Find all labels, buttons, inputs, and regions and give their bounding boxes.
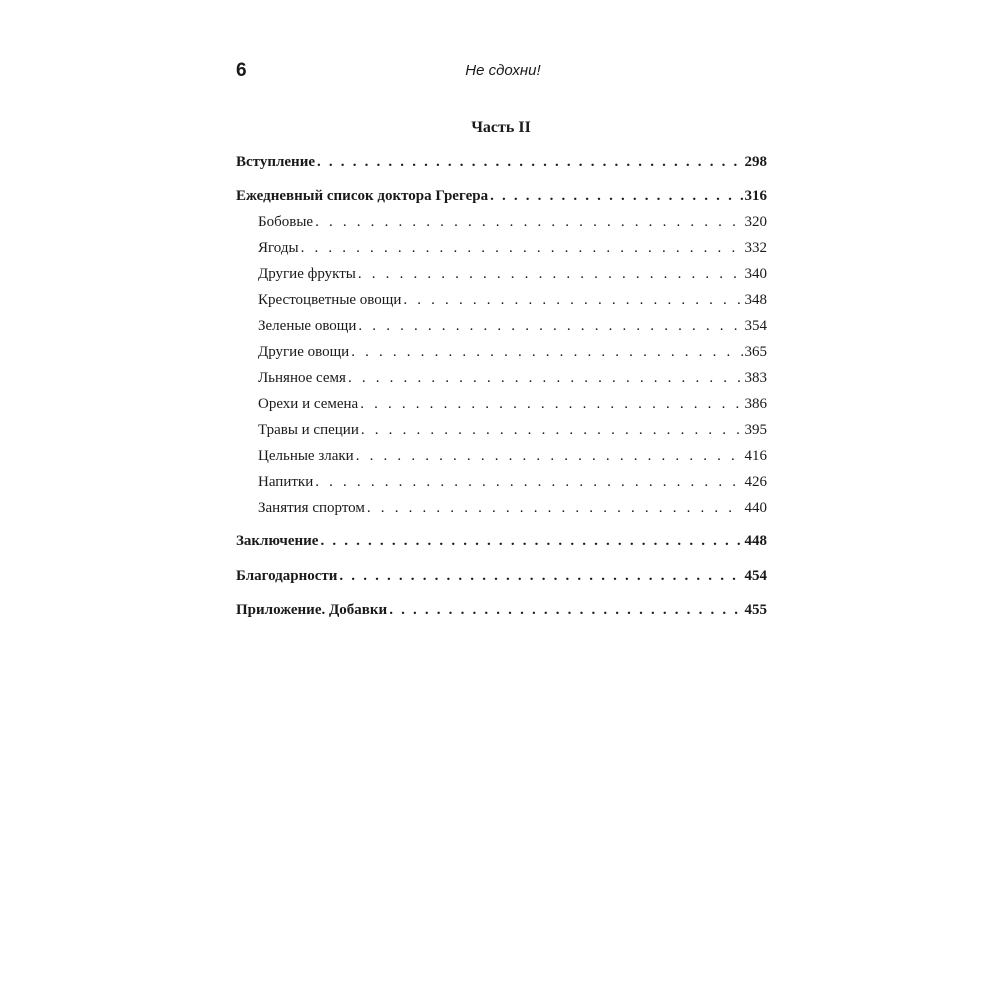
toc-entry-label: Зеленые овощи [258,318,357,334]
toc-entry-acknowledgements [236,566,767,586]
toc-entry-label: Вступление [236,154,315,170]
toc-entry-page: 340 [744,266,767,282]
toc-entry-label: Орехи и семена [258,396,359,412]
toc-subentry [258,264,767,284]
toc-entry-page: 386 [744,396,767,412]
toc-entry-label: Другие фрукты [258,266,356,282]
running-head: Не сдохни! [465,62,541,79]
toc-subentry [258,316,767,336]
toc-leader-dots [403,290,742,310]
toc-entry-conclusion [236,531,767,551]
toc-leader-dots [389,600,742,620]
toc-leader-dots [358,264,743,284]
toc-entry-page: 454 [744,568,767,584]
toc-entry-page: 354 [744,318,767,334]
toc-part-title: Часть II [471,119,531,136]
toc-entry-introduction [236,152,767,172]
toc-leader-dots [358,316,742,336]
toc-leader-dots [361,420,743,440]
toc-entry-page: 426 [744,474,767,490]
toc-subentry [258,446,767,466]
toc-entry-appendix [236,600,767,620]
toc-leader-dots [320,531,742,551]
toc-entry-label: Ягоды [258,240,299,256]
toc-entry-daily-dozen [236,186,767,206]
toc-leader-dots [301,238,743,258]
toc-entry-page: 332 [744,240,767,256]
toc-subentry [258,290,767,310]
toc-entry-page: 365 [744,344,767,360]
toc-entry-label: Льняное семя [258,370,346,386]
toc-entry-label: Заключение [236,533,319,549]
toc-subentry [258,498,767,518]
toc-leader-dots [315,472,742,492]
toc-leader-dots [351,342,742,362]
toc-entry-label: Приложение. Добавки [236,602,388,618]
toc-entry-page: 455 [744,602,767,618]
toc-subentry [258,212,767,232]
toc-entry-page: 440 [744,500,767,516]
page-number: 6 [236,60,247,81]
toc-subentry [258,420,767,440]
toc-subentry [258,394,767,414]
toc-entry-label: Занятия спортом [258,500,365,516]
toc-entry-label: Ежедневный список доктора Грегера [236,188,489,204]
toc-subentry [258,472,767,492]
toc-entry-page: 448 [744,533,767,549]
toc-leader-dots [315,212,742,232]
toc-entry-page: 348 [744,292,767,308]
toc-entry-page: 316 [744,188,767,204]
toc-leader-dots [348,368,743,388]
toc-entry-label: Травы и специи [258,422,359,438]
toc-leader-dots [490,186,742,206]
toc-entry-label: Благодарности [236,568,338,584]
toc-entry-label: Цельные злаки [258,448,354,464]
toc-subentry [258,238,767,258]
toc-entry-label: Бобовые [258,214,314,230]
toc-leader-dots [317,152,743,172]
toc-entry-label: Другие овощи [258,344,350,360]
toc-entry-page: 395 [744,422,767,438]
toc-entry-page: 320 [744,214,767,230]
toc-entry-label: Крестоцветные овощи [258,292,402,308]
toc-leader-dots [367,498,743,518]
toc-subentry [258,368,767,388]
toc-leader-dots [360,394,742,414]
toc-leader-dots [339,566,742,586]
toc-entry-label: Напитки [258,474,314,490]
toc-subentry [258,342,767,362]
toc-entry-page: 416 [744,448,767,464]
toc-entry-page: 298 [744,154,767,170]
toc-entry-page: 383 [744,370,767,386]
toc-leader-dots [356,446,743,466]
